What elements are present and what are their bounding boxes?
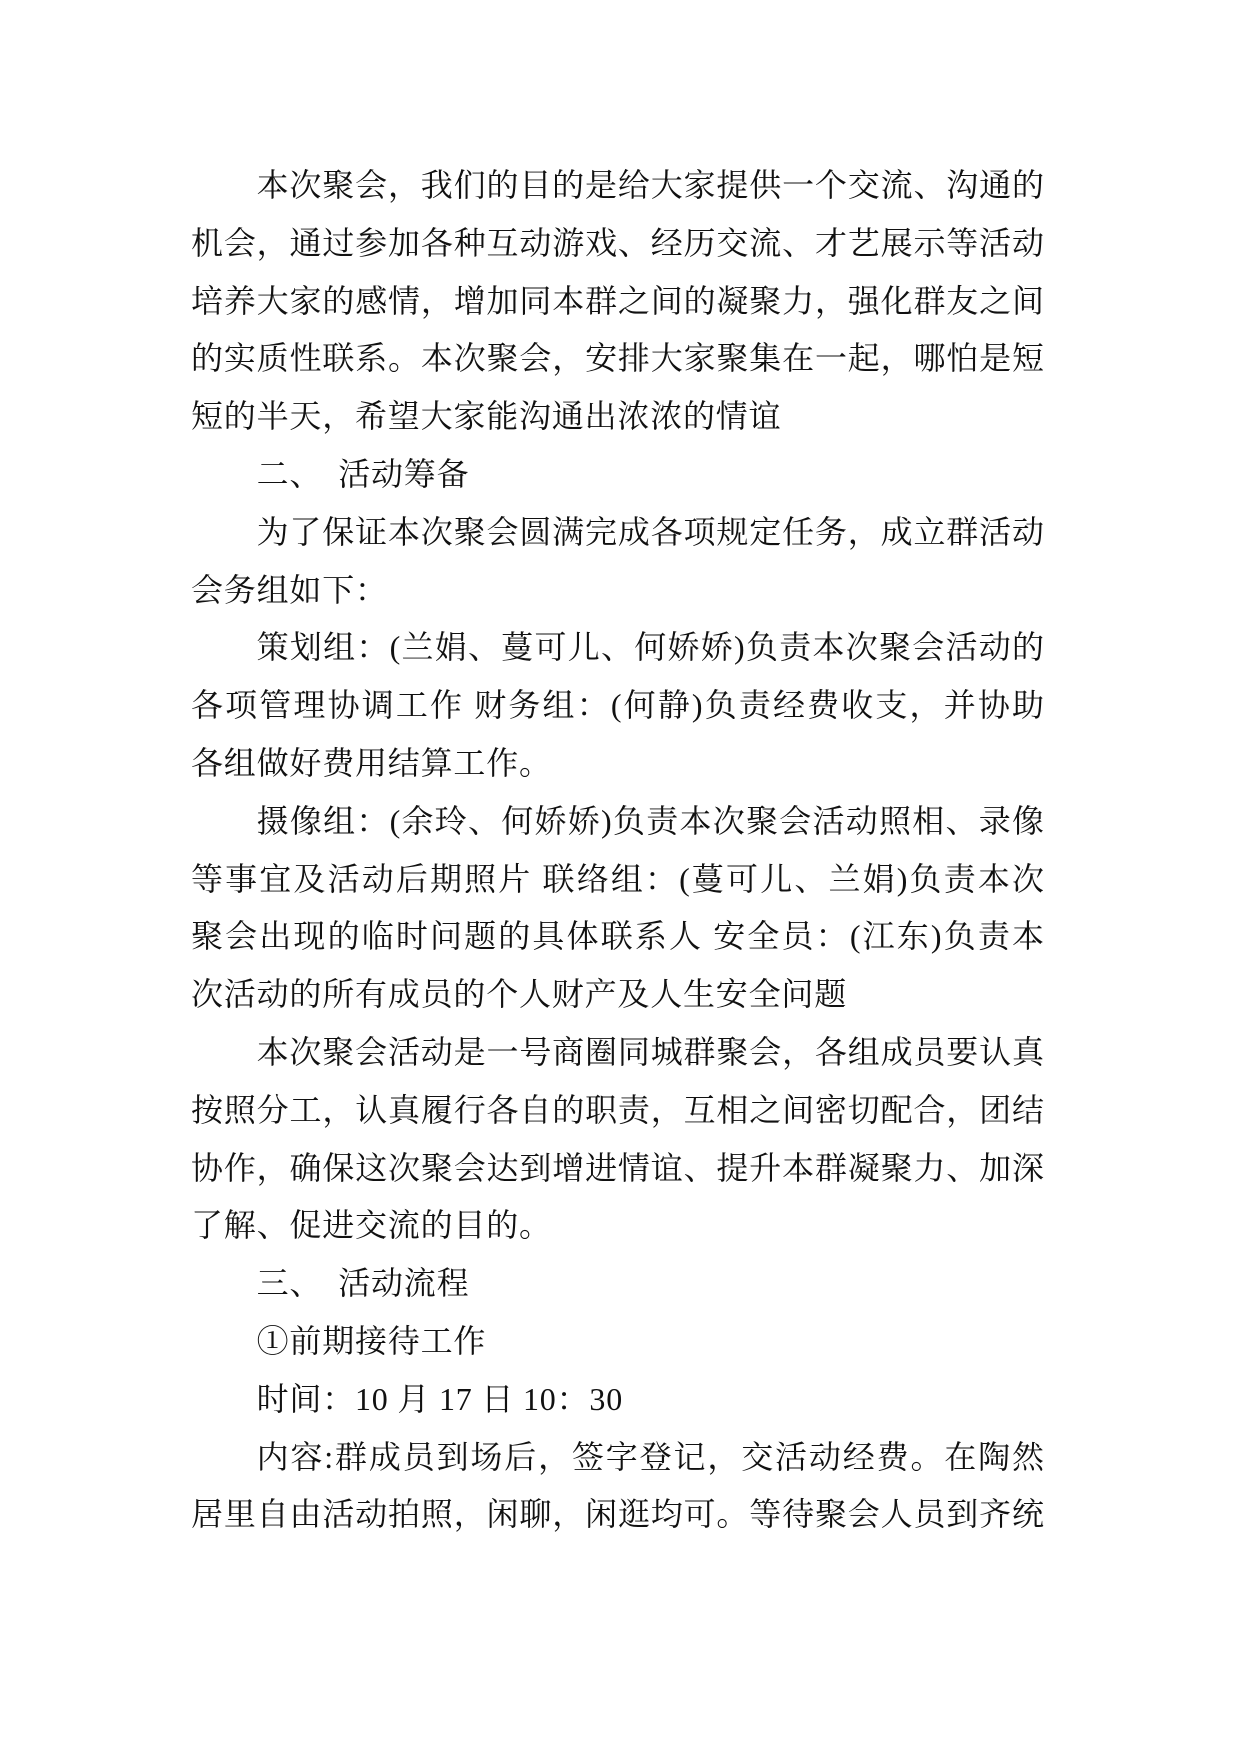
paragraph-line: 各项管理协调工作 财务组：(何静)负责经费收支，并协助	[191, 687, 1044, 724]
section-title: 活动筹备	[338, 455, 470, 492]
section-heading	[191, 1255, 1044, 1313]
paragraph-line: 策划组：(兰娟、蔓可儿、何娇娇)负责本次聚会活动的	[256, 629, 1044, 666]
cooperation-paragraph	[191, 1024, 1044, 1255]
section-number: 三、	[256, 1265, 323, 1302]
paragraph-line: 各组做好费用结算工作。	[191, 744, 552, 781]
section-number: 二、	[256, 455, 323, 492]
section-heading	[191, 446, 1044, 504]
reception-item	[191, 1313, 1044, 1544]
paragraph-line: 次活动的所有成员的个人财产及人生安全问题	[191, 976, 848, 1013]
paragraph-line: 聚会出现的临时问题的具体联系人 安全员：(江东)负责本	[191, 918, 1044, 955]
subsection-title: ①前期接待工作	[256, 1322, 487, 1359]
paragraph-line: 机会，通过参加各种互动游戏、经历交流、才艺展示等活动	[191, 224, 1044, 261]
paragraph-line: 居里自由活动拍照，闲聊，闲逛均可。等待聚会人员到齐统	[191, 1496, 1044, 1533]
photo-paragraph	[191, 793, 1044, 1024]
paragraph-line: 摄像组：(余玲、何娇娇)负责本次聚会活动照相、录像	[256, 802, 1044, 839]
paragraph-line: 等事宜及活动后期照片 联络组：(蔓可儿、兰娟)负责本次	[191, 860, 1044, 897]
paragraph-line: 按照分工，认真履行各自的职责，互相之间密切配合，团结	[191, 1091, 1044, 1128]
intro-paragraph	[191, 157, 1044, 446]
paragraph-line: 为了保证本次聚会圆满完成各项规定任务，成立群活动	[256, 513, 1044, 550]
paragraph-line: 内容:群成员到场后，签字登记，交活动经费。在陶然	[256, 1438, 1044, 1475]
schedule-time: 时间：10 月 17 日 10：30	[256, 1380, 623, 1417]
paragraph-line: 培养大家的感情，增加同本群之间的凝聚力，强化群友之间	[191, 282, 1044, 319]
section-title: 活动流程	[338, 1265, 470, 1302]
paragraph-line: 协作，确保这次聚会达到增进情谊、提升本群凝聚力、加深	[191, 1149, 1044, 1186]
paragraph-line: 的实质性联系。本次聚会，安排大家聚集在一起，哪怕是短	[191, 340, 1044, 377]
preparation-paragraph	[191, 504, 1044, 620]
paragraph-line: 会务组如下：	[191, 571, 388, 608]
document-body	[191, 157, 1044, 1544]
paragraph-line: 本次聚会，我们的目的是给大家提供一个交流、沟通的	[256, 167, 1044, 203]
paragraph-line: 短的半天，希望大家能沟通出浓浓的情谊	[191, 398, 782, 435]
paragraph-line: 了解、促进交流的目的。	[191, 1207, 552, 1244]
paragraph-line: 本次聚会活动是一号商圈同城群聚会，各组成员要认真	[256, 1033, 1044, 1070]
planning-paragraph	[191, 619, 1044, 792]
